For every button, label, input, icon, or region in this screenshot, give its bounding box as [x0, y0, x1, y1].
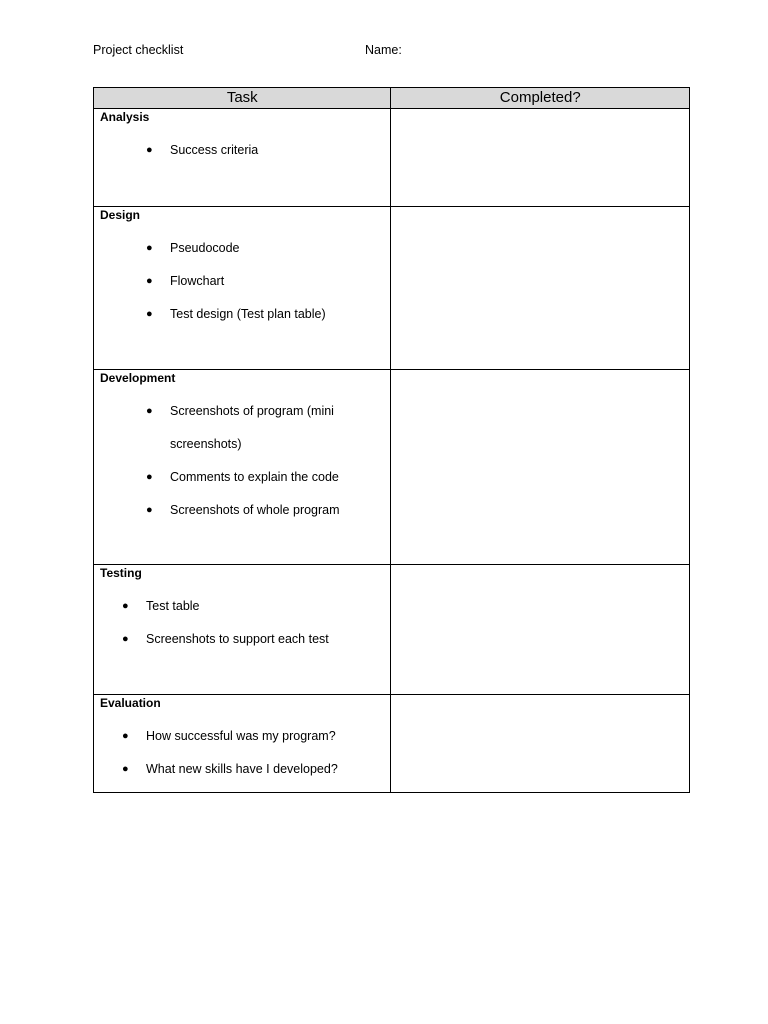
- bullet-icon: ●: [146, 504, 153, 516]
- table-row-testing: [94, 565, 690, 695]
- list-item-text: Flowchart: [170, 274, 225, 288]
- list-item: [94, 470, 390, 485]
- list-item: [94, 599, 390, 614]
- list-item: [94, 729, 390, 744]
- list-item: [94, 762, 390, 777]
- task-list-analysis: [94, 143, 390, 158]
- task-list-testing: [94, 599, 390, 647]
- checklist-table: [93, 87, 690, 793]
- list-item-text: Comments to explain the code: [170, 470, 339, 484]
- bullet-icon: ●: [122, 600, 129, 612]
- bullet-icon: ●: [146, 144, 153, 156]
- section-title-analysis: Analysis: [100, 110, 150, 124]
- completed-cell-design[interactable]: [391, 207, 690, 370]
- bullet-icon: ●: [146, 405, 153, 417]
- list-item: [94, 274, 390, 289]
- bullet-icon: ●: [122, 763, 129, 775]
- list-item-text: Pseudocode: [170, 241, 240, 255]
- section-title-evaluation: Evaluation: [100, 696, 161, 710]
- bullet-icon: ●: [146, 242, 153, 254]
- section-title-development: Development: [100, 371, 176, 385]
- completed-cell-evaluation[interactable]: [391, 695, 690, 793]
- task-list-evaluation: [94, 729, 390, 777]
- list-item-text: Screenshots of whole program: [170, 503, 340, 517]
- table-header-row: [94, 88, 690, 109]
- list-item-text: Success criteria: [170, 143, 259, 157]
- task-cell-evaluation: [94, 695, 391, 793]
- table-row-analysis: [94, 109, 690, 207]
- section-title-testing: Testing: [100, 566, 142, 580]
- list-item-text: What new skills have I developed?: [146, 762, 338, 776]
- bullet-icon: ●: [146, 275, 153, 287]
- completed-cell-development[interactable]: [391, 370, 690, 565]
- bullet-icon: ●: [122, 633, 129, 645]
- bullet-icon: ●: [146, 471, 153, 483]
- column-header-task: Task: [94, 88, 391, 109]
- list-item-text: Screenshots to support each test: [146, 632, 329, 646]
- table-row-design: [94, 207, 690, 370]
- page-title: Project checklist: [93, 43, 184, 57]
- list-item: [94, 307, 390, 322]
- table-row-development: [94, 370, 690, 565]
- list-item: [94, 241, 390, 256]
- task-list-design: [94, 241, 390, 322]
- list-item-text: Screenshots of program (mini: [170, 404, 334, 418]
- column-header-completed: Completed?: [391, 88, 690, 109]
- task-list-development: [94, 404, 390, 518]
- list-item-text: Test table: [146, 599, 200, 613]
- list-item-text: How successful was my program?: [146, 729, 336, 743]
- list-item: [94, 143, 390, 158]
- name-label: Name:: [365, 43, 402, 57]
- completed-cell-testing[interactable]: [391, 565, 690, 695]
- task-cell-design: [94, 207, 391, 370]
- completed-cell-analysis[interactable]: [391, 109, 690, 207]
- task-cell-analysis: [94, 109, 391, 207]
- list-item: [94, 404, 390, 419]
- list-item-continuation: [94, 437, 390, 452]
- list-item-text: Test design (Test plan table): [170, 307, 326, 321]
- list-item: [94, 632, 390, 647]
- page-header: [93, 43, 689, 59]
- list-item-text: screenshots): [170, 437, 242, 451]
- table-row-evaluation: [94, 695, 690, 793]
- task-cell-development: [94, 370, 391, 565]
- bullet-icon: ●: [122, 730, 129, 742]
- bullet-icon: ●: [146, 308, 153, 320]
- list-item: [94, 503, 390, 518]
- task-cell-testing: [94, 565, 391, 695]
- section-title-design: Design: [100, 208, 141, 222]
